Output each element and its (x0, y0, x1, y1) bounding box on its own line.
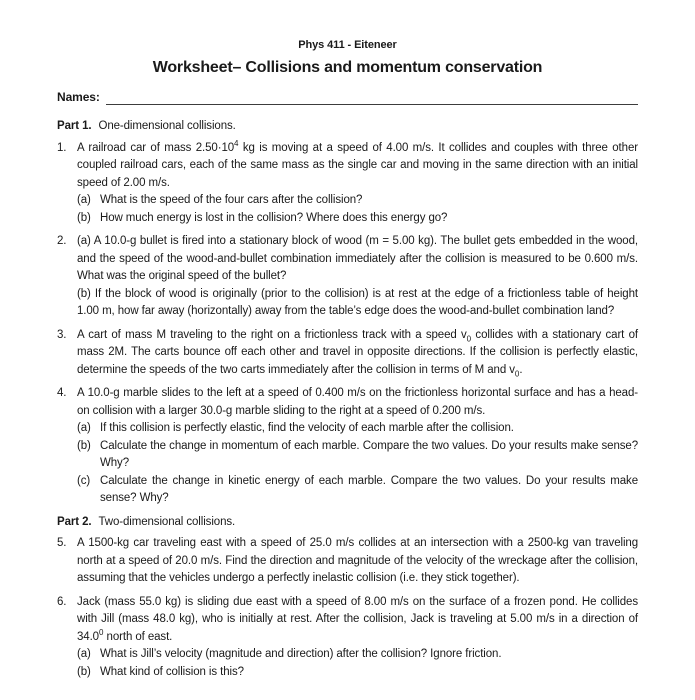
part-b-label: (b) (77, 439, 91, 452)
part-2-label: Part 2. (57, 515, 92, 528)
part-a-text: If this collision is perfectly elastic, find the velocity of each marble after the collision. (100, 422, 514, 434)
question-5-text: A 1500-kg car traveling east with a speed of 25.0 m/s collides at an intersection with a 2500-kg van traveling north at a speed of 20.0 m/s. Find the direction and magnitude of the velocity of the wreckage after the collision, assuming that the vehicles undergo a perfectly inelastic collision (i.e. they stick together). (77, 537, 638, 584)
part-a-label: (a) (77, 648, 91, 660)
question-1-part-b (77, 210, 638, 228)
question-2-part-a-text: (a) A 10.0-g bullet is fired into a stationary block of wood (m = 5.00 kg). The bullet gets embedded in the wood, and the speed of the wood-and-bullet combination immediately after the collision is measured to be 0.600 m/s. What was the original speed of the bullet? (77, 235, 638, 282)
question-5-body (77, 535, 638, 588)
part-2-description: Two-dimensional collisions. (98, 515, 236, 528)
part-1-description: One-dimensional collisions. (98, 120, 236, 132)
question-6-part-a (77, 646, 638, 664)
question-4-text: A 10.0-g marble slides to the left at a speed of 0.400 m/s on the frictionless horizontal surface and has a head-on collision with a larger 30.0-g marble sliding to the right at a speed of 0.200 m/s. (77, 387, 638, 417)
part-b-text: How much energy is lost in the collision? Where does this energy go? (100, 211, 448, 224)
question-2-part-b-text: (b) If the block of wood is originally (prior to the collision) is at rest at the edge of a frictionless table of height 1.00 m, how far away (horizontally) away from the table’s edge does the wood-and-bullet combination land? (77, 287, 638, 317)
part-2-heading (57, 514, 638, 532)
question-4-part-c (77, 473, 638, 508)
degree-superscript: 0 (98, 627, 104, 637)
part-a-label: (a) (77, 194, 91, 206)
question-2 (57, 233, 638, 321)
question-1-body (77, 140, 638, 228)
names-label: Names: (57, 90, 100, 104)
question-3-text-segment: . (519, 363, 523, 376)
question-4 (57, 385, 638, 508)
question-4-body (77, 385, 638, 508)
question-4-part-b (77, 438, 638, 473)
part-a-text: What is the speed of the four cars after the collision? (100, 194, 363, 206)
part-b-text: Calculate the change in momentum of each marble. Compare the two values. Do your results make sense? Why? (100, 439, 638, 469)
part-a-label: (a) (77, 422, 91, 434)
question-6-part-b (77, 664, 638, 682)
question-1-text-segment: A railroad car of mass 2.50·10 (77, 141, 235, 154)
question-3-text-segment: A cart of mass M traveling to the right on a frictionless track with a speed v (77, 328, 467, 341)
question-6-text (77, 594, 638, 647)
question-1-text (77, 140, 638, 193)
part-c-label: (c) (77, 474, 91, 487)
question-6-text-segment: north of east. (103, 630, 173, 643)
question-6 (57, 594, 638, 682)
question-6-body (77, 594, 638, 682)
question-3-text (77, 327, 638, 380)
part-b-text: What kind of collision is this? (100, 665, 244, 678)
question-3-text-segment: collides with a stationary cart of mass 2M. The carts bounce off each other and travel in opposite directions. If the collision is perfectly elastic, determine the speeds of the two carts immediately after the collision in terms of M and v (77, 328, 638, 376)
part-b-label: (b) (77, 211, 91, 224)
question-3-number: 3. (57, 328, 67, 341)
question-1-text-segment: kg is moving at a speed of 4.00 m/s. It collides and couples with three other coupled railroad cars, each of the same mass as the single car and moving in the same direction with an initial speed of 2.00 m/s. (77, 141, 638, 189)
question-1-part-a (77, 192, 638, 210)
question-4-part-a (77, 420, 638, 438)
part-1-label: Part 1. (57, 120, 92, 132)
question-2-number: 2. (57, 235, 67, 247)
v-naught-subscript: 0 (514, 368, 520, 378)
names-row (57, 89, 638, 105)
page-title: Worksheet– Collisions and momentum conservation (152, 59, 543, 76)
question-6-text-segment: Jack (mass 55.0 kg) is sliding due east with a speed of 8.00 m/s on the surface of a frozen pond. He collides with Jill (mass 48.0 kg), who is initially at rest. After the collision, Jack is traveling at 5.00 m/s in a direction of 34.0 (77, 595, 638, 643)
part-b-label: (b) (77, 665, 91, 678)
v-naught-subscript: 0 (466, 333, 472, 343)
part-a-text: What is Jill’s velocity (magnitude and direction) after the collision? Ignore friction. (100, 648, 502, 660)
question-2-body (77, 233, 638, 321)
question-4-number: 4. (57, 387, 67, 399)
question-5 (57, 535, 638, 588)
question-3-body (77, 327, 638, 380)
names-blank-line (106, 91, 638, 105)
part-1-heading (57, 118, 638, 136)
question-6-number: 6. (57, 595, 67, 608)
question-1 (57, 140, 638, 228)
question-1-number: 1. (57, 141, 67, 154)
question-5-number: 5. (57, 537, 67, 549)
exponent-superscript: 4 (234, 138, 239, 148)
course-header: Phys 411 - Eiteneer (298, 39, 397, 51)
part-c-text: Calculate the change in kinetic energy of each marble. Compare the two values. Do your results make sense? Why? (100, 474, 638, 504)
question-3 (57, 327, 638, 380)
